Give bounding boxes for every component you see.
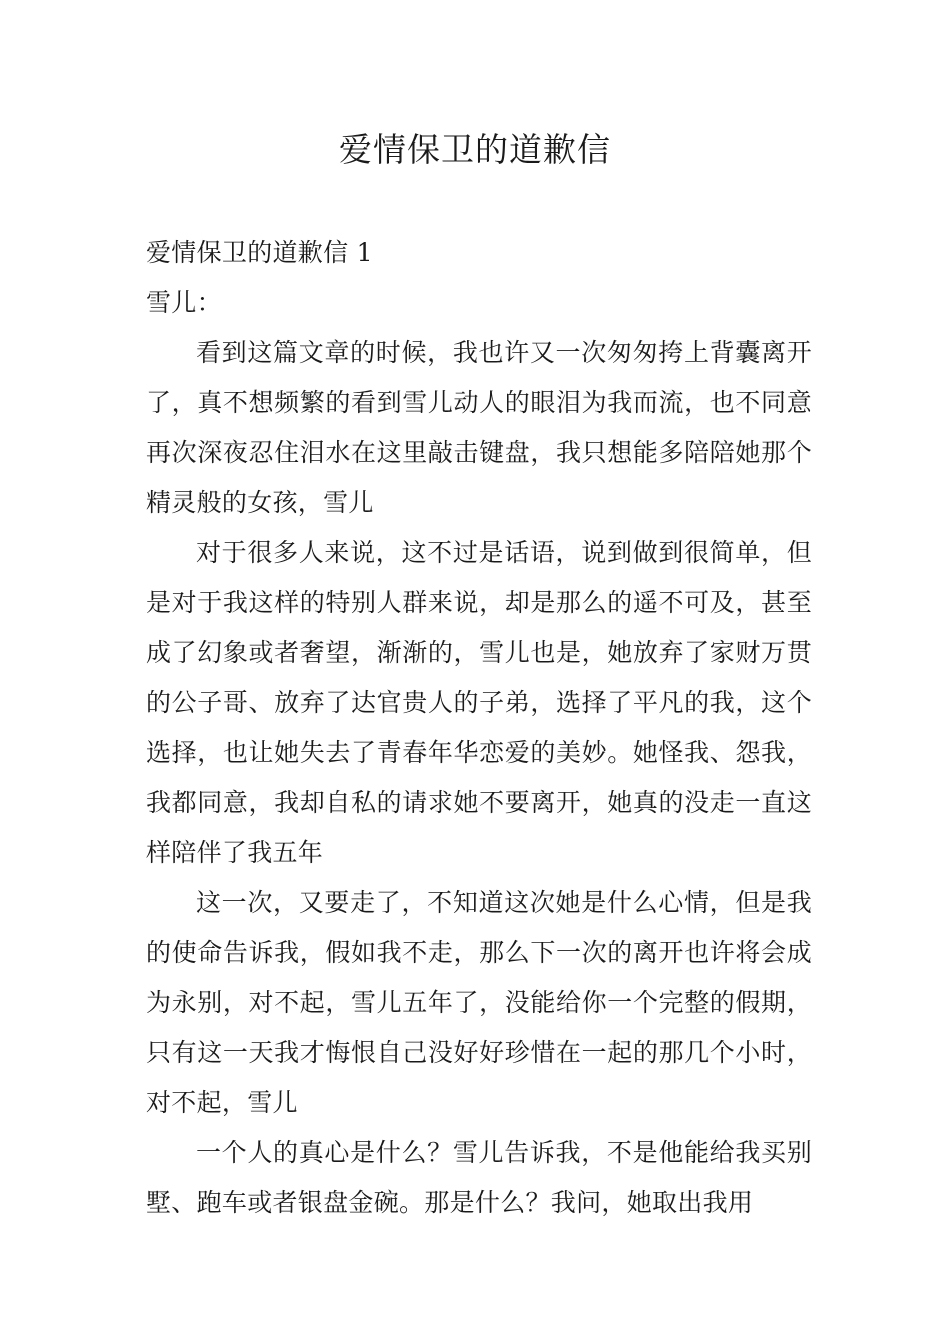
document-title: 爱情保卫的道歉信: [339, 130, 611, 169]
document-body: [146, 228, 812, 1228]
salutation: 雪儿：: [146, 288, 222, 317]
paragraph-4: 一个人的真心是什么？雪儿告诉我，不是他能给我买别墅、跑车或者银盘金碗。那是什么？我问，她取出我用: [146, 1138, 812, 1217]
section-heading: 爱情保卫的道歉信 1: [146, 238, 373, 267]
paragraph-1: 看到这篇文章的时候，我也许又一次匆匆挎上背囊离开了，真不想频繁的看到雪儿动人的眼泪为我而流，也不同意再次深夜忍住泪水在这里敲击键盘，我只想能多陪陪她那个精灵般的女孩，雪儿: [146, 338, 812, 517]
paragraph-2: 对于很多人来说，这不过是话语，说到做到很简单，但是对于我这样的特别人群来说，却是那么的遥不可及，甚至成了幻象或者奢望，渐渐的，雪儿也是，她放弃了家财万贯的公子哥、放弃了达官贵人的子弟，选择了平凡的我，这个选择，也让她失去了青春年华恋爱的美妙。她怪我、怨我，我都同意，我却自私的请求她不要离开，她真的没走一直这样陪伴了我五年: [146, 538, 812, 867]
paragraph-3: 这一次，又要走了，不知道这次她是什么心情，但是我的使命告诉我，假如我不走，那么下一次的离开也许将会成为永别，对不起，雪儿五年了，没能给你一个完整的假期，只有这一天我才悔恨自己没好好珍惜在一起的那几个小时，对不起，雪儿: [146, 888, 812, 1117]
